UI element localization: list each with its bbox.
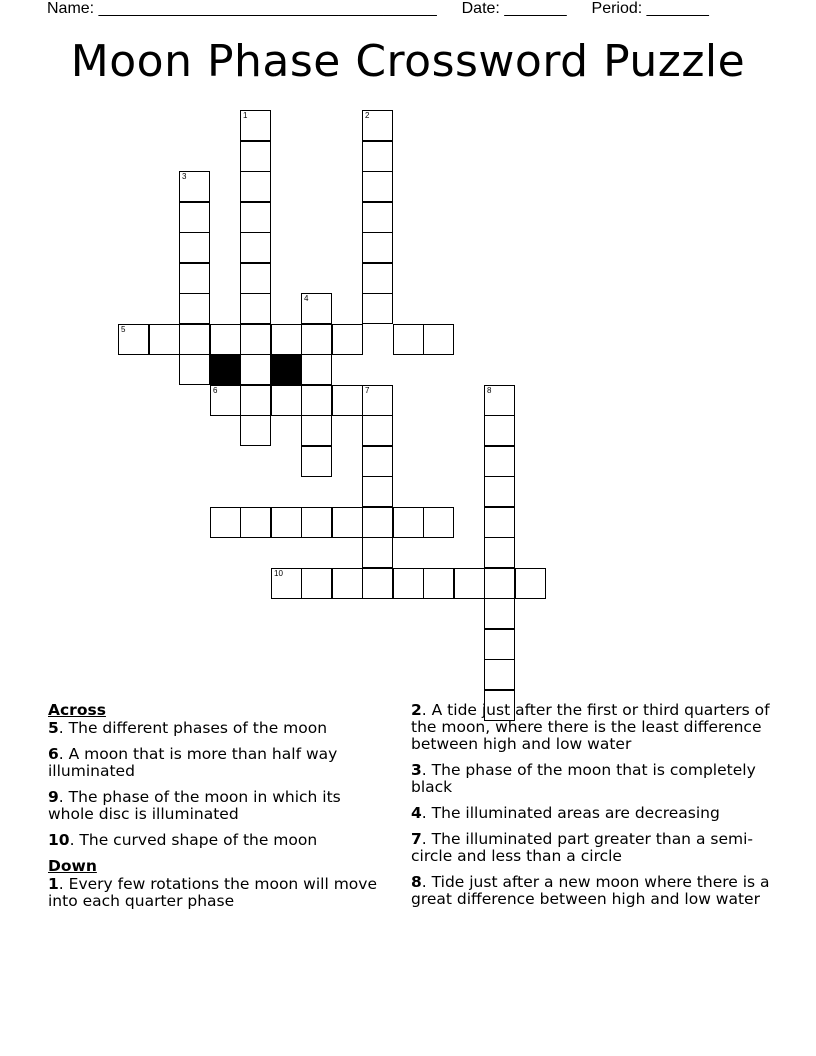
clue-text: . Every few rotations the moon will move into each quarter phase <box>48 875 378 910</box>
crossword-cell[interactable] <box>210 507 241 538</box>
date-field[interactable]: Date: _______ <box>461 0 567 17</box>
crossword-cell[interactable] <box>423 568 454 599</box>
clue-number: 5 <box>48 719 59 737</box>
clue-number: 9 <box>48 788 59 806</box>
crossword-cell[interactable] <box>393 568 424 599</box>
clue-down-2 <box>411 702 771 753</box>
crossword-cell[interactable] <box>210 385 241 416</box>
clue-down-7 <box>411 831 771 865</box>
clue-text: . A tide just after the first or third quarters of the moon, where there is the least difference between high and low water <box>411 701 770 753</box>
clue-number: 10 <box>48 831 70 849</box>
crossword-cell[interactable] <box>393 507 424 538</box>
crossword-cell[interactable] <box>484 476 515 507</box>
crossword-cell[interactable] <box>393 324 424 355</box>
crossword-cell[interactable] <box>301 415 332 446</box>
clue-down-8 <box>411 874 771 908</box>
clue-number-label: 10 <box>274 569 283 578</box>
crossword-cell[interactable] <box>362 568 393 599</box>
crossword-cell[interactable] <box>240 293 271 324</box>
clue-number: 7 <box>411 830 422 848</box>
crossword-cell[interactable] <box>271 324 302 355</box>
crossword-cell[interactable] <box>362 110 393 141</box>
clue-across-5 <box>48 720 378 737</box>
clue-text: . The illuminated areas are decreasing <box>421 804 720 822</box>
clue-number-label: 3 <box>182 172 187 181</box>
clues-left-column <box>48 702 378 919</box>
clue-number-label: 6 <box>213 386 218 395</box>
crossword-cell[interactable] <box>240 202 271 233</box>
crossword-cell[interactable] <box>301 446 332 477</box>
clue-across-10 <box>48 832 378 849</box>
clue-across-6 <box>48 746 378 780</box>
clue-text: . The phase of the moon that is completely black <box>411 761 756 796</box>
period-field[interactable]: Period: _______ <box>591 0 709 17</box>
crossword-cell[interactable] <box>271 507 302 538</box>
crossword-cell[interactable] <box>362 537 393 568</box>
crossword-cell[interactable] <box>240 415 271 446</box>
clue-number-label: 5 <box>121 325 126 334</box>
crossword-block <box>210 354 241 385</box>
crossword-cell[interactable] <box>362 293 393 324</box>
crossword-cell[interactable] <box>484 507 515 538</box>
crossword-cell[interactable] <box>301 507 332 538</box>
crossword-cell[interactable] <box>484 598 515 629</box>
crossword-cell[interactable] <box>484 568 515 599</box>
crossword-cell[interactable] <box>179 324 210 355</box>
crossword-cell[interactable] <box>240 354 271 385</box>
crossword-cell[interactable] <box>240 507 271 538</box>
crossword-cell[interactable] <box>484 415 515 446</box>
down-heading: Down <box>48 857 97 875</box>
crossword-cell[interactable] <box>240 263 271 294</box>
crossword-cell[interactable] <box>179 293 210 324</box>
clue-text: . The illuminated part greater than a semi-circle and less than a circle <box>411 830 753 865</box>
crossword-block <box>271 354 302 385</box>
page-title: Moon Phase Crossword Puzzle <box>70 36 746 87</box>
clue-down-4 <box>411 805 771 822</box>
crossword-cell[interactable] <box>271 568 302 599</box>
crossword-cell[interactable] <box>301 568 332 599</box>
crossword-cell[interactable] <box>301 293 332 324</box>
crossword-cell[interactable] <box>332 324 363 355</box>
name-field[interactable]: Name: ______________________________________ <box>47 0 437 17</box>
crossword-cell[interactable] <box>240 171 271 202</box>
crossword-cell[interactable] <box>210 324 241 355</box>
clue-number: 6 <box>48 745 59 763</box>
crossword-cell[interactable] <box>362 263 393 294</box>
clue-text: . The phase of the moon in which its whole disc is illuminated <box>48 788 341 823</box>
clue-text: . The different phases of the moon <box>58 719 328 737</box>
clue-down-3 <box>411 762 771 796</box>
clue-number-label: 8 <box>487 386 492 395</box>
crossword-cell[interactable] <box>484 385 515 416</box>
crossword-cell[interactable] <box>179 202 210 233</box>
crossword-cell[interactable] <box>301 324 332 355</box>
crossword-cell[interactable] <box>179 263 210 294</box>
crossword-cell[interactable] <box>332 568 363 599</box>
clue-across-9 <box>48 789 378 823</box>
clue-text: . A moon that is more than half way illuminated <box>48 745 338 780</box>
crossword-cell[interactable] <box>484 446 515 477</box>
clue-number-label: 2 <box>365 111 370 120</box>
crossword-cell[interactable] <box>240 385 271 416</box>
crossword-cell[interactable] <box>271 385 302 416</box>
crossword-cell[interactable] <box>423 324 454 355</box>
clue-number: 2 <box>411 701 422 719</box>
clue-text: . Tide just after a new moon where there is a great difference between high and low water <box>411 873 770 908</box>
crossword-cell[interactable] <box>179 354 210 385</box>
crossword-cell[interactable] <box>362 507 393 538</box>
clue-number-label: 4 <box>304 294 309 303</box>
crossword-cell[interactable] <box>362 171 393 202</box>
crossword-cell[interactable] <box>149 324 180 355</box>
crossword-cell[interactable] <box>362 385 393 416</box>
crossword-cell[interactable] <box>240 232 271 263</box>
across-heading: Across <box>48 701 106 719</box>
clue-text: . The curved shape of the moon <box>69 831 318 849</box>
clue-number: 4 <box>411 804 422 822</box>
crossword-cell[interactable] <box>362 232 393 263</box>
crossword-cell[interactable] <box>301 354 332 385</box>
clue-number: 8 <box>411 873 422 891</box>
crossword-cell[interactable] <box>332 507 363 538</box>
clue-down-1 <box>48 876 378 910</box>
crossword-cell[interactable] <box>362 446 393 477</box>
crossword-cell[interactable] <box>240 141 271 172</box>
crossword-cell[interactable] <box>240 110 271 141</box>
crossword-cell[interactable] <box>484 659 515 690</box>
crossword-cell[interactable] <box>362 476 393 507</box>
crossword-cell[interactable] <box>179 232 210 263</box>
crossword-cell[interactable] <box>484 629 515 660</box>
clue-number: 1 <box>48 875 59 893</box>
clues-right-column <box>411 702 771 917</box>
crossword-cell[interactable] <box>179 171 210 202</box>
crossword-cell[interactable] <box>454 568 485 599</box>
crossword-cell[interactable] <box>332 385 363 416</box>
crossword-cell[interactable] <box>362 202 393 233</box>
crossword-cell[interactable] <box>515 568 546 599</box>
clue-number-label: 1 <box>243 111 248 120</box>
crossword-cell[interactable] <box>240 324 271 355</box>
crossword-cell[interactable] <box>362 141 393 172</box>
crossword-cell[interactable] <box>118 324 149 355</box>
crossword-cell[interactable] <box>423 507 454 538</box>
crossword-cell[interactable] <box>362 415 393 446</box>
clue-number: 3 <box>411 761 422 779</box>
crossword-cell[interactable] <box>301 385 332 416</box>
crossword-cell[interactable] <box>484 537 515 568</box>
clue-number-label: 7 <box>365 386 370 395</box>
